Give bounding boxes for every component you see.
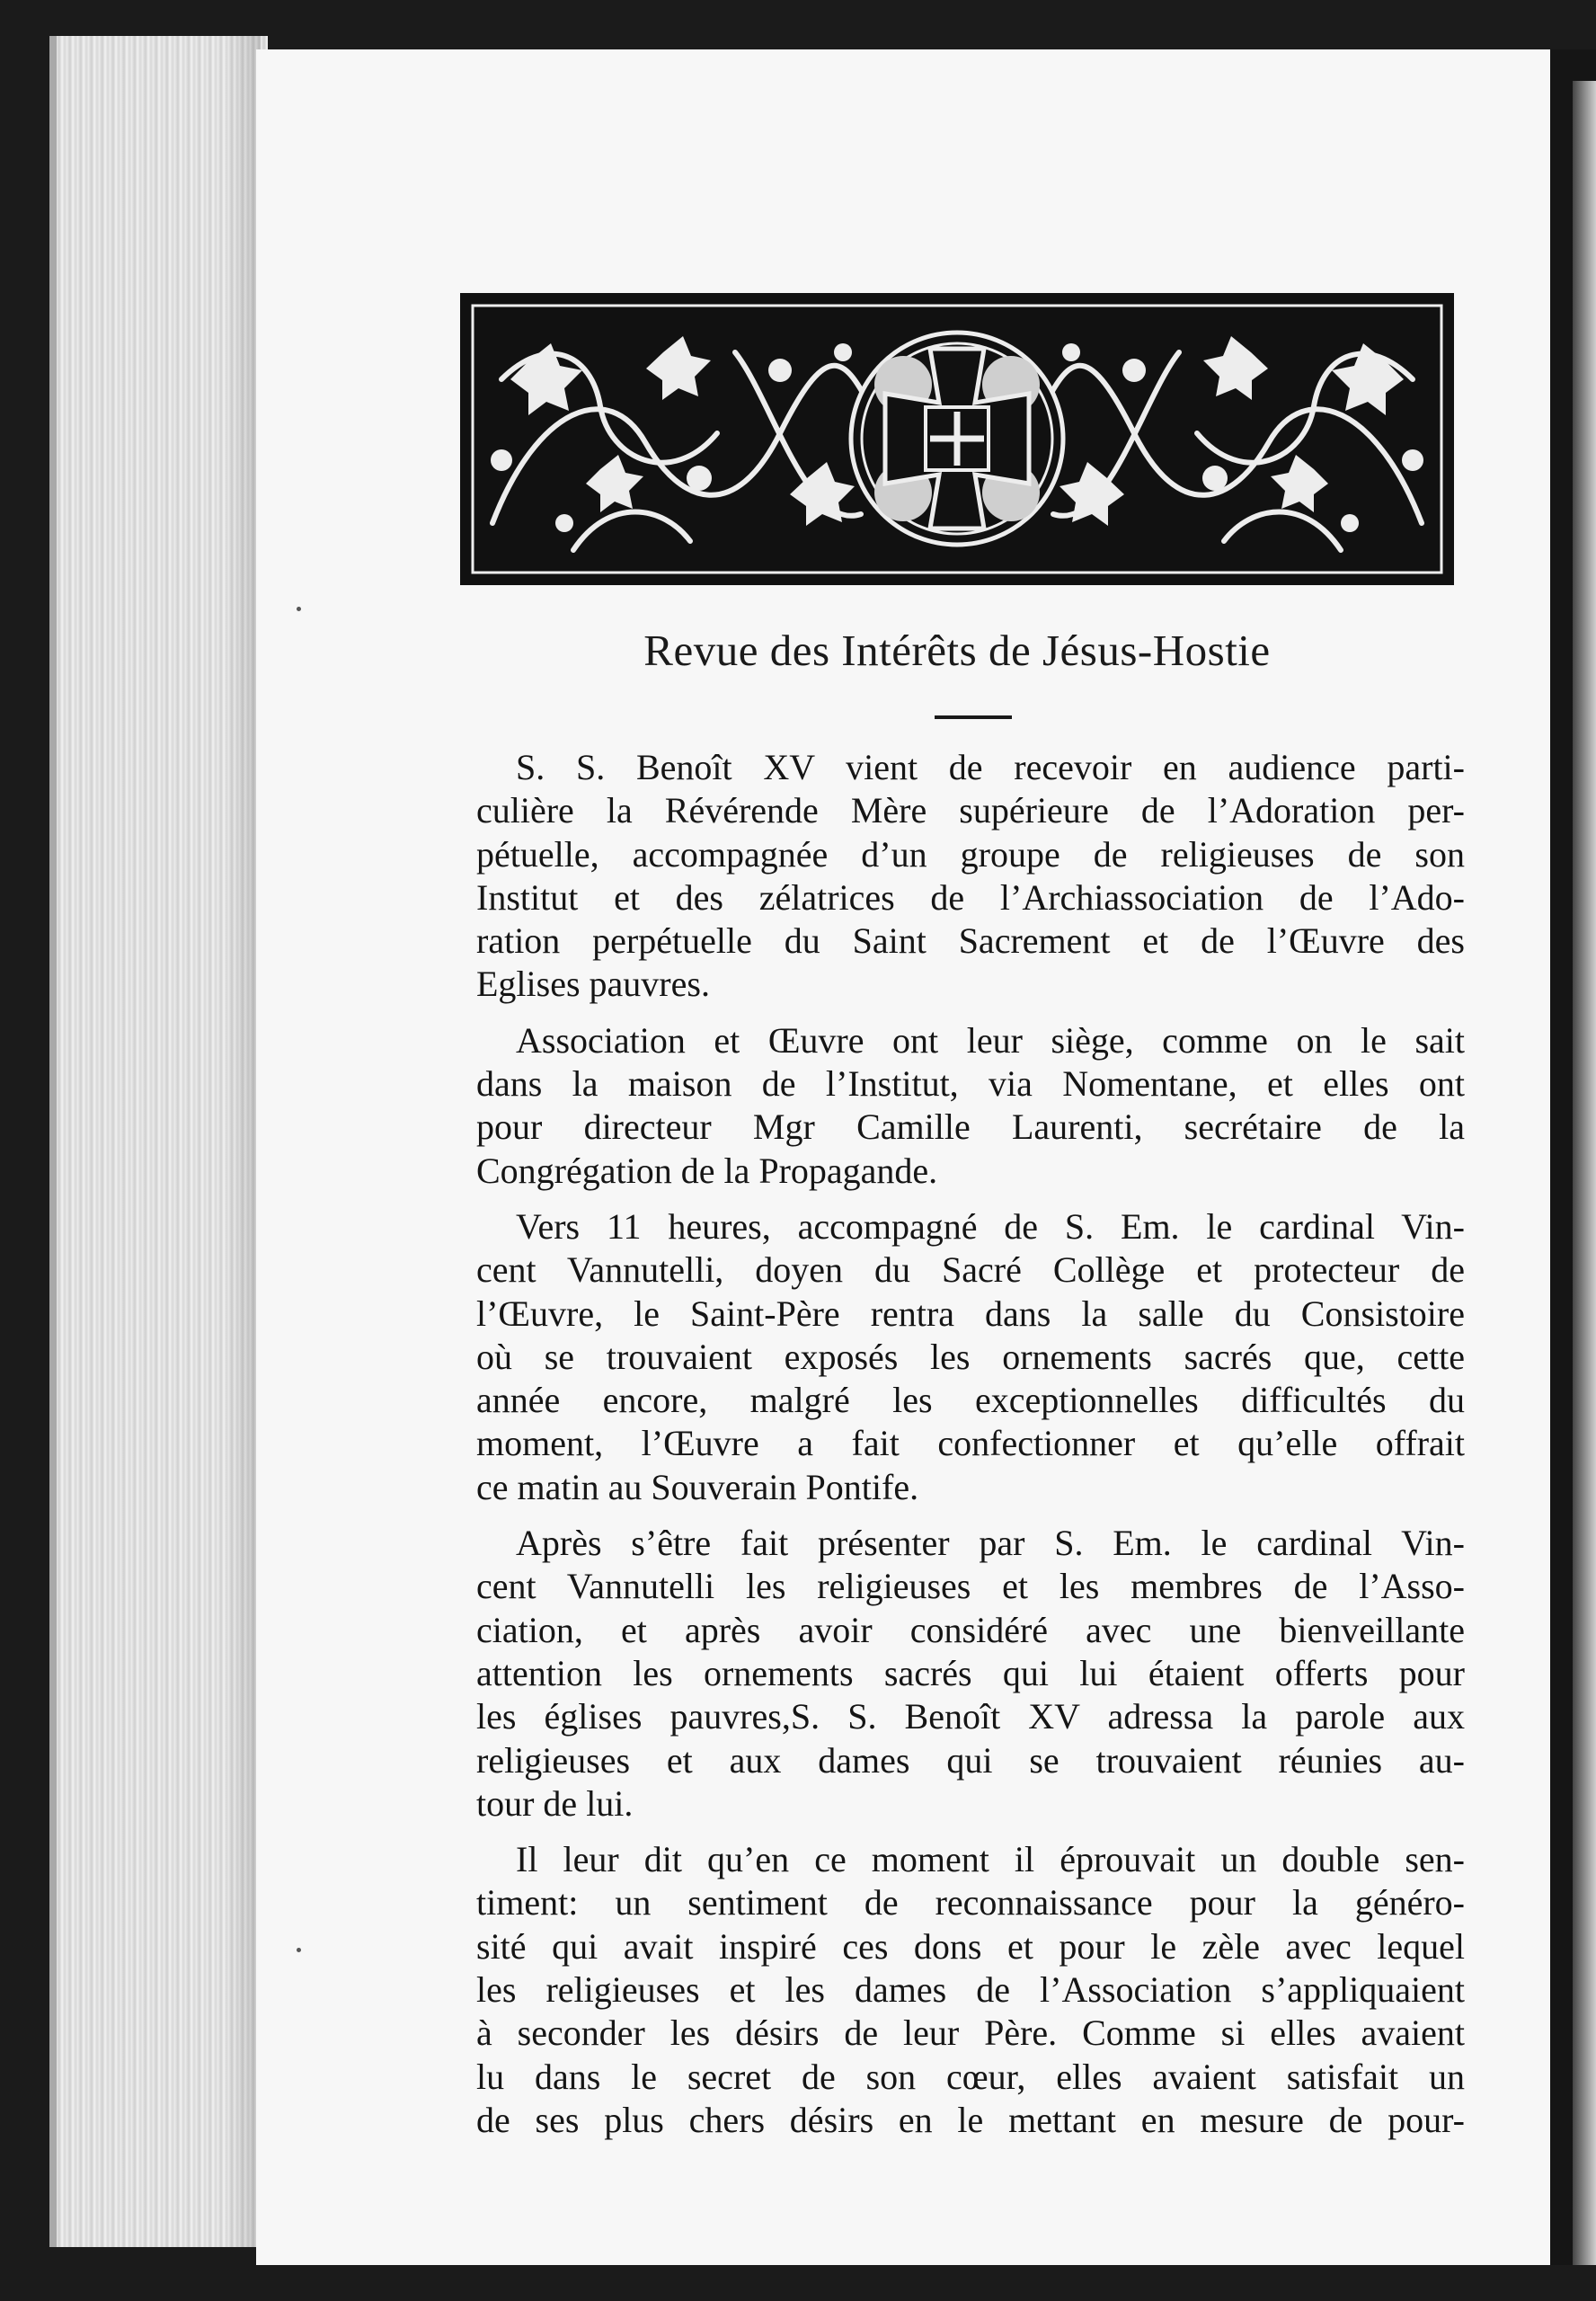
text-line: Eglises pauvres. <box>476 964 710 1005</box>
text-line: Association et Œuvre ont leur siège, comme on le sait <box>516 1019 1465 1061</box>
ornamental-cross-headpiece-icon <box>466 298 1449 580</box>
paragraph <box>476 1205 1465 1509</box>
text-line: où se trouvaient exposés les ornements sacrés que, cette <box>476 1336 1465 1377</box>
text-line: timent: un sentiment de reconnaissance pour la généro- <box>476 1882 1465 1923</box>
text-line: dans la maison de l’Institut, via Nomentane, et elles ont <box>476 1063 1465 1105</box>
paragraph <box>476 1838 1465 2142</box>
text-line: Institut et des zélatrices de l’Archiassociation de l’Ado- <box>476 876 1465 918</box>
text-line: ce matin au Souverain Pontife. <box>476 1466 919 1507</box>
paragraph <box>476 1019 1465 1193</box>
text-line: moment, l’Œuvre a fait confectionner et qu’elle offrait <box>476 1423 1465 1464</box>
text-line: pétuelle, accompagnée d’un groupe de religieuses de son <box>476 833 1465 875</box>
title-rule-divider <box>935 715 1012 719</box>
speck <box>297 607 301 611</box>
text-line: de ses plus chers désirs en le mettant en mesure de pour- <box>476 2099 1465 2140</box>
ornamental-headpiece <box>460 293 1454 585</box>
text-line: tour de lui. <box>476 1782 634 1824</box>
text-line: ciation, et après avoir considéré avec une bienveillante <box>476 1609 1465 1650</box>
text-line: sité qui avait inspiré ces dons et pour le zèle avec lequel <box>476 1925 1465 1967</box>
speck <box>297 1948 301 1952</box>
text-line: cent Vannutelli les religieuses et les membres de l’Asso- <box>476 1566 1465 1607</box>
text-line: Vers 11 heures, accompagné de S. Em. le cardinal Vin- <box>516 1205 1465 1247</box>
text-line: lu dans le secret de son cœur, elles avaient satisfait un <box>476 2056 1465 2097</box>
paragraph <box>476 1522 1465 1826</box>
article-body <box>476 746 1465 2154</box>
text-line: religieuses et aux dames qui se trouvaient réunies au- <box>476 1739 1465 1781</box>
text-line: S. S. Benoît XV vient de recevoir en audience parti- <box>516 747 1465 787</box>
text-line: l’Œuvre, le Saint-Père rentra dans la salle du Consistoire <box>476 1293 1465 1334</box>
text-line: culière la Révérende Mère supérieure de l’Adoration per- <box>476 790 1465 831</box>
page-title: Revue des Intérêts de Jésus-Hostie <box>643 626 1271 675</box>
text-line: année encore, malgré les exceptionnelles difficultés du <box>476 1380 1465 1421</box>
facing-page-gutter <box>1573 81 1596 2265</box>
page-stack-shadow <box>225 36 261 2247</box>
text-line: ration perpétuelle du Saint Sacrement et de l’Œuvre des <box>476 920 1465 962</box>
text-line: à seconder les désirs de leur Père. Comme si elles avaient <box>476 2012 1465 2054</box>
text-line: Congrégation de la Propagande. <box>476 1150 938 1191</box>
text-line: Il leur dit qu’en ce moment il éprouvait un double sen- <box>516 1839 1465 1880</box>
text-line: les églises pauvres,S. S. Benoît XV adressa la parole aux <box>476 1696 1465 1737</box>
paragraph <box>476 746 1465 1007</box>
text-line: Après s’être fait présenter par S. Em. le cardinal Vin- <box>516 1523 1465 1564</box>
text-line: attention les ornements sacrés qui lui étaient offerts pour <box>476 1652 1465 1693</box>
text-line: cent Vannutelli, doyen du Sacré Collège et protecteur de <box>476 1249 1465 1291</box>
text-line: les religieuses et les dames de l’Association s’appliquaient <box>476 1969 1465 2011</box>
text-line: pour directeur Mgr Camille Laurenti, secrétaire de la <box>476 1106 1465 1148</box>
